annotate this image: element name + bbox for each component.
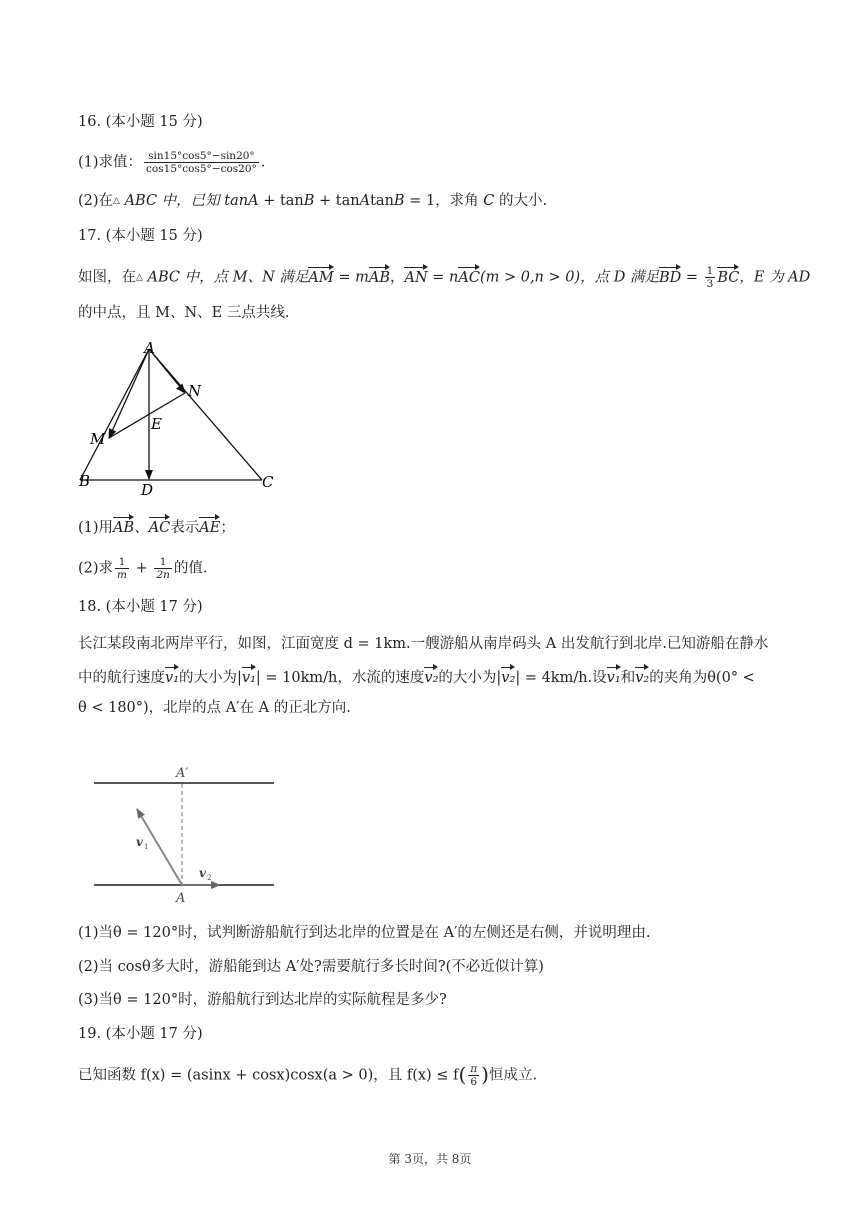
vector-AE: AE	[199, 516, 220, 538]
fraction-denominator: 6	[470, 1076, 478, 1088]
river-diagram	[86, 762, 286, 907]
q17-text: ，E 为 AD	[739, 269, 811, 286]
q19-text: 恒成立.	[488, 1067, 538, 1084]
segment-AC	[149, 349, 262, 480]
label-E: E	[151, 415, 162, 433]
label-C: C	[262, 473, 274, 491]
q17-part1	[78, 516, 235, 538]
q18-text: 的大小为|	[179, 670, 242, 686]
triangle-icon: △	[113, 196, 120, 206]
q17-header: 17. (本小题 15 分)	[78, 228, 203, 244]
label-N: N	[188, 382, 202, 400]
fraction-1-over-2n	[154, 556, 171, 581]
page-footer: 第 3页，共 8页	[388, 1152, 472, 1166]
q17-text: ，	[389, 269, 405, 286]
vector-AM-arrow	[109, 349, 149, 438]
label-A: A	[176, 891, 186, 906]
label-v1: v	[136, 835, 143, 849]
q18-text: 的大小为|	[438, 670, 502, 686]
q18-part3: (3)当θ = 120°时，游船航行到达北岸的实际航程是多少?	[78, 992, 447, 1008]
q18-part2: (2)当 cosθ多大时，游船能到达 A′处?需要航行多长时间?(不必近似计算)	[78, 959, 544, 975]
q17-part2	[78, 556, 207, 581]
q17-line1	[78, 265, 810, 290]
label-v2-subscript: 2	[207, 874, 212, 882]
vector-v1: v₁	[165, 666, 179, 688]
q16-part1	[78, 150, 265, 175]
q16-header: 16. (本小题 15 分)	[78, 114, 203, 130]
q17-text: 如图，在	[78, 269, 136, 286]
q16-fraction-numerator: sin15°cos5°−sin20°	[144, 150, 259, 163]
vector-v2: v₂	[501, 666, 515, 688]
segment-AB	[80, 349, 149, 480]
q16-part2-text: 的大小.	[494, 193, 548, 209]
q16-var: A	[248, 193, 259, 209]
q17-fraction-one-third	[705, 265, 716, 290]
q16-part2-text: tan	[370, 193, 394, 209]
q19-header: 19. (本小题 17 分)	[78, 1026, 203, 1042]
q16-var: A	[359, 193, 371, 209]
label-M: M	[90, 430, 106, 448]
q16-var: B	[393, 193, 405, 209]
q17-text: +	[131, 560, 153, 577]
q18-line1: 长江某段南北两岸平行，如图，江面宽度 d = 1km.一艘游船从南岸码头 A 出发航行到北岸.已知游船在静水	[78, 636, 769, 652]
vector-AM: AM	[308, 266, 333, 288]
fraction-numerator: 1	[706, 265, 714, 277]
fraction-denominator: m	[117, 569, 128, 581]
q16-part2-text: + tan	[314, 193, 360, 209]
fraction-numerator: π	[470, 1063, 478, 1075]
q17-text: =	[681, 269, 703, 286]
q16-part1-prefix: (1)求值：	[78, 154, 143, 171]
label-B: B	[79, 472, 91, 490]
fraction-1-over-m	[115, 556, 129, 581]
vector-BC: BC	[717, 266, 739, 288]
q17-text: (m > 0,n > 0)，点 D 满足	[479, 269, 659, 286]
q16-fraction	[144, 150, 259, 175]
triangle-icon: △	[136, 272, 143, 283]
q16-var: C	[483, 193, 495, 209]
vector-BD: BD	[659, 266, 681, 288]
vector-v2: v₂	[635, 666, 649, 688]
q16-part2	[78, 191, 547, 211]
fraction-pi-over-6	[468, 1063, 479, 1088]
q19-text: 已知函数 f(x) = (asinx + cosx)cosx(a > 0)，且 f(x) ≤ f	[78, 1067, 459, 1084]
q19-line1	[78, 1063, 537, 1088]
q18-part1: (1)当θ = 120°时，试判断游船航行到达北岸的位置是在 A′的左侧还是右侧，并说明理由.	[78, 925, 651, 941]
right-paren: )	[481, 1062, 489, 1087]
q17-text: 表示	[170, 520, 200, 536]
triangle-diagram	[70, 330, 290, 500]
q17-text: 、	[134, 520, 149, 536]
q17-text: 的值.	[173, 560, 208, 577]
q17-text: ；	[220, 520, 235, 536]
fraction-numerator: 1	[154, 556, 171, 569]
q16-part2-text: = 1，求角	[404, 193, 484, 209]
vector-v1: v₁	[242, 666, 256, 688]
vector-AN: AN	[404, 266, 427, 288]
left-paren: (	[458, 1062, 467, 1087]
q16-part2-text: ABC 中，已知 tan	[119, 193, 249, 209]
q17-text: ABC 中，点 M、N 满足	[142, 269, 309, 286]
q18-text: 和	[620, 670, 636, 686]
vector-AC: AC	[458, 266, 480, 288]
vector-v1: v₁	[607, 666, 621, 688]
vector-v2: v₂	[424, 666, 438, 688]
fraction-denominator: 2n	[156, 569, 170, 581]
q16-part2-text: (2)在	[78, 193, 114, 209]
q17-text: (1)用	[78, 520, 114, 536]
segment-MN	[109, 393, 185, 438]
vector-AC: AC	[149, 516, 171, 538]
label-A: A	[144, 339, 155, 357]
q18-header: 18. (本小题 17 分)	[78, 599, 203, 615]
q18-text: 的夹角为θ(0° <	[649, 670, 755, 686]
vector-AB: AB	[369, 266, 390, 288]
label-v2: v	[199, 866, 206, 880]
q17-line2: 的中点，且 M、N、E 三点共线.	[78, 305, 290, 321]
q16-fraction-denominator: cos15°cos5°−cos20°	[146, 163, 257, 175]
fraction-numerator: 1	[115, 556, 129, 569]
q16-part2-text: + tan	[258, 193, 304, 209]
q18-line3: θ < 180°)，北岸的点 A′在 A 的正北方向.	[78, 700, 351, 716]
q16-var: B	[303, 193, 315, 209]
fraction-denominator: 3	[706, 278, 714, 290]
q17-text: = n	[427, 269, 459, 286]
q16-part1-end: .	[260, 154, 266, 171]
q18-text: | = 4km/h.设	[515, 670, 607, 686]
q18-text: 中的航行速度	[78, 670, 165, 686]
vector-AB: AB	[113, 516, 134, 538]
q18-text: | = 10km/h，水流的速度	[255, 670, 425, 686]
q18-line2	[78, 666, 755, 688]
q17-text: (2)求	[78, 560, 114, 577]
label-A-prime: A′	[176, 766, 189, 781]
label-D: D	[141, 481, 154, 499]
q17-text: = m	[333, 269, 369, 286]
label-v1-subscript: 1	[144, 843, 149, 851]
